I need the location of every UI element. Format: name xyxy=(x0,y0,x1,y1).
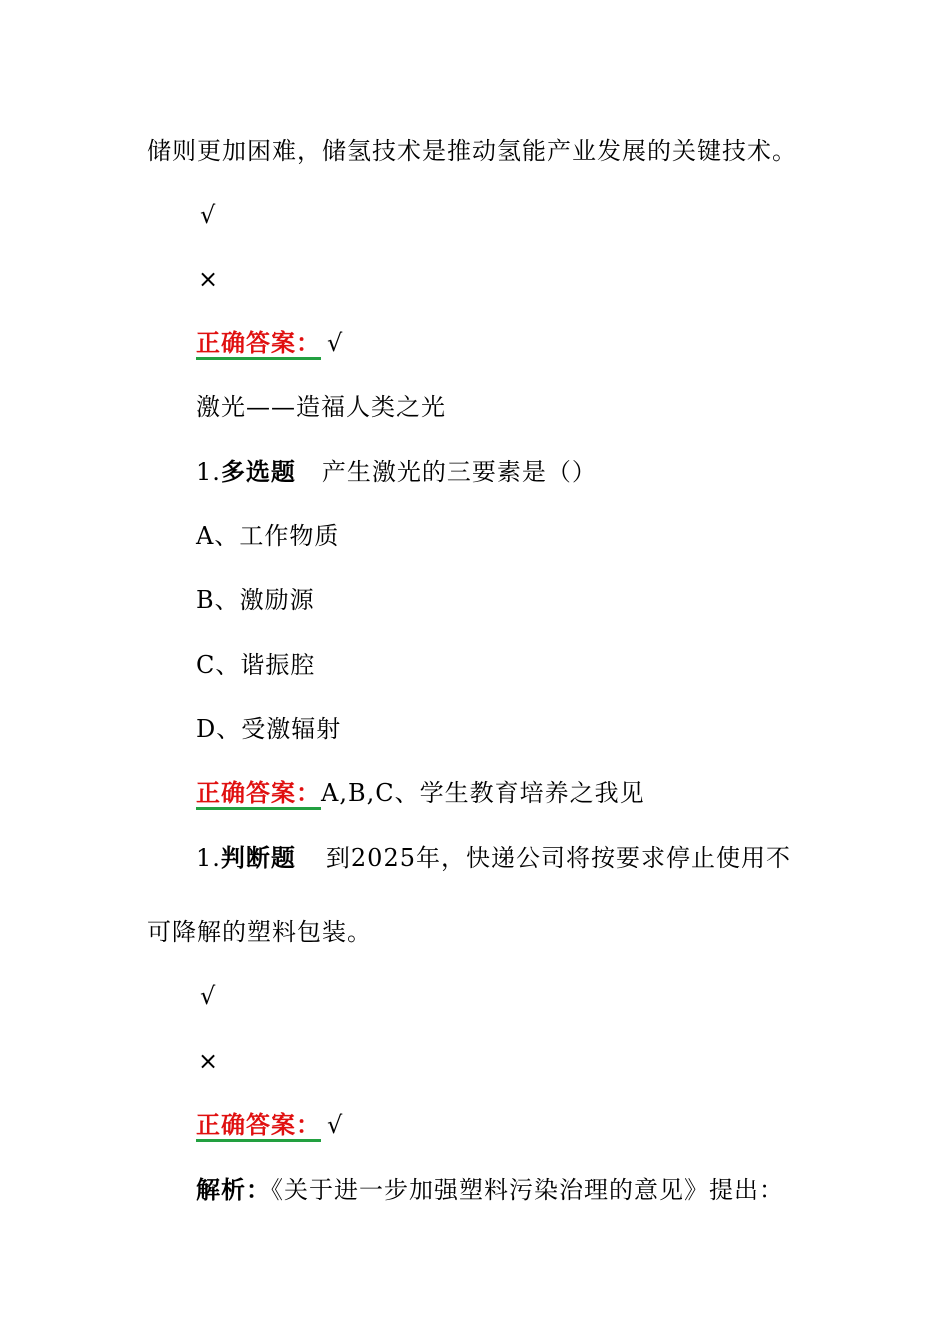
option-false xyxy=(198,1044,219,1078)
correct-answer-value: √ xyxy=(327,329,344,357)
section-heading xyxy=(196,390,446,424)
question-text: 产生激光的三要素是（） xyxy=(321,458,597,486)
cross-mark: × xyxy=(198,1047,220,1075)
question-text: 到2025年，快递公司将按要求停止使用不 xyxy=(325,844,791,872)
analysis-row xyxy=(196,1173,784,1207)
option-text: B、激励源 xyxy=(196,586,315,614)
option-true xyxy=(200,198,216,232)
correct-answer-value: A,B,C、学生教育培养之我见 xyxy=(321,779,645,807)
check-mark: √ xyxy=(200,982,217,1010)
section-title: 激光——造福人类之光 xyxy=(196,393,446,421)
correct-answer-row xyxy=(196,776,645,810)
question-type: 判断题 xyxy=(220,843,296,872)
question-row xyxy=(196,841,791,875)
correct-answer-row xyxy=(196,1108,343,1142)
option-b xyxy=(196,583,315,617)
option-text: D、受激辐射 xyxy=(196,715,342,743)
analysis-label: 解析： xyxy=(196,1175,271,1204)
question-continuation xyxy=(147,915,372,949)
correct-answer-row xyxy=(196,326,343,360)
question-type: 多选题 xyxy=(220,457,296,486)
paragraph-continuation xyxy=(147,134,797,168)
question-number: 1. xyxy=(196,844,221,872)
option-c xyxy=(196,648,315,682)
check-mark: √ xyxy=(200,201,217,229)
analysis-text: 《关于进一步加强塑料污染治理的意见》提出： xyxy=(271,1176,784,1204)
paragraph-text: 储则更加困难，储氢技术是推动氢能产业发展的关键技术。 xyxy=(147,137,797,165)
question-text: 可降解的塑料包装。 xyxy=(147,918,372,946)
option-a xyxy=(196,519,339,553)
correct-answer-value: √ xyxy=(327,1111,344,1139)
option-text: A、工作物质 xyxy=(196,522,340,550)
correct-answer-label: 正确答案： xyxy=(196,1110,321,1142)
option-d xyxy=(196,712,341,746)
cross-mark: × xyxy=(198,265,220,293)
option-false xyxy=(198,262,219,296)
option-text: C、谐振腔 xyxy=(196,651,316,679)
option-true xyxy=(200,979,216,1013)
correct-answer-label: 正确答案： xyxy=(196,778,321,810)
question-number: 1. xyxy=(196,458,221,486)
question-row xyxy=(196,455,597,489)
correct-answer-label: 正确答案： xyxy=(196,328,321,360)
